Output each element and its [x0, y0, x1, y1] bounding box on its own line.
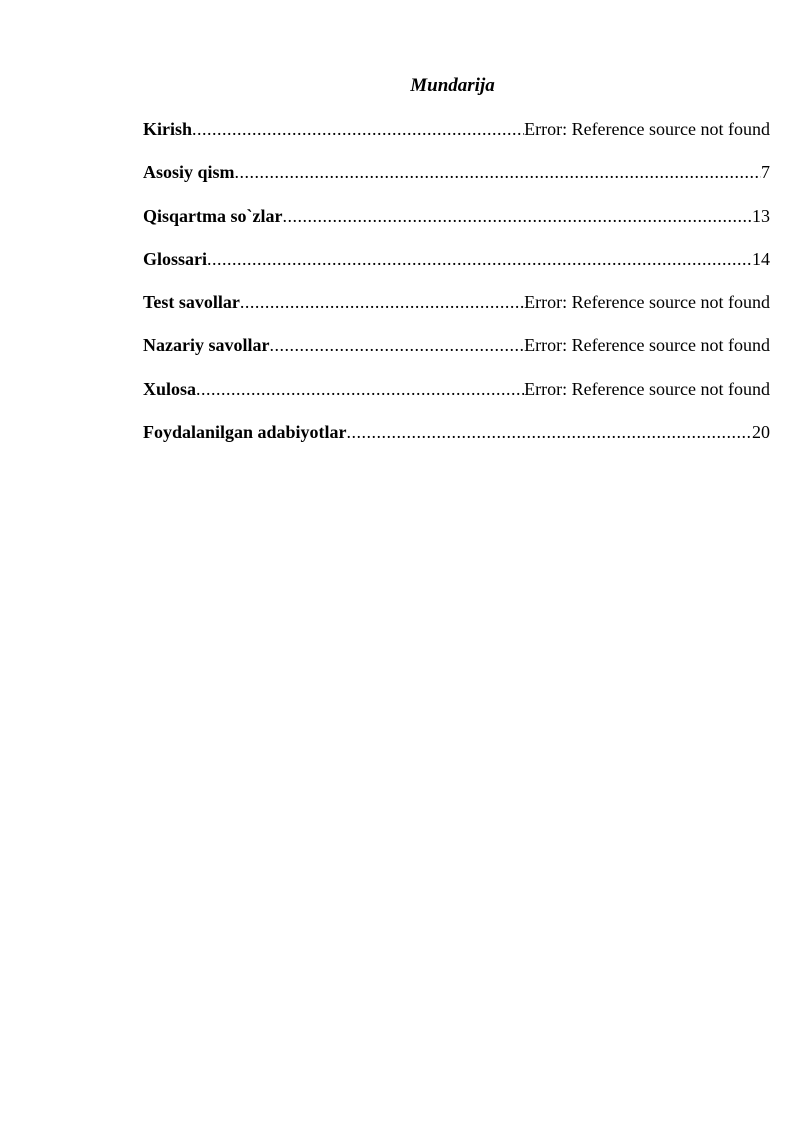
toc-entry-label: Nazariy savollar	[143, 335, 270, 356]
toc-entry-page: 7	[761, 162, 770, 183]
table-of-contents	[143, 117, 770, 463]
toc-entry-page: Error: Reference source not found	[524, 335, 770, 356]
toc-entry-asosiy-qism[interactable]	[143, 160, 770, 203]
toc-dot-leader	[240, 290, 524, 314]
toc-dot-leader	[235, 160, 761, 184]
toc-entry-page: 20	[752, 422, 770, 443]
toc-entry-label: Asosiy qism	[143, 162, 235, 183]
toc-entry-page: Error: Reference source not found	[524, 378, 770, 399]
toc-entry-nazariy-savollar[interactable]	[143, 333, 770, 376]
toc-dot-leader	[196, 377, 524, 401]
toc-title: Mundarija	[410, 75, 495, 96]
toc-entry-label: Xulosa	[143, 378, 197, 399]
toc-entry-label: Kirish	[143, 119, 193, 139]
toc-entry-foydalanilgan-adabiyotlar[interactable]	[143, 420, 770, 463]
toc-dot-leader	[192, 117, 524, 141]
toc-entry-page: Error: Reference source not found	[524, 119, 770, 139]
toc-entry-label: Glossari	[143, 248, 208, 269]
toc-entry-test-savollar[interactable]	[143, 290, 770, 333]
toc-dot-leader	[347, 420, 752, 444]
toc-entry-qisqartma-sozlar[interactable]	[143, 204, 770, 247]
toc-dot-leader	[269, 333, 524, 357]
toc-dot-leader	[207, 247, 752, 271]
toc-entry-kirish[interactable]	[143, 117, 770, 160]
toc-entry-xulosa[interactable]	[143, 377, 770, 420]
toc-entry-label: Test savollar	[143, 292, 240, 313]
toc-entry-label: Foydalanilgan adabiyotlar	[143, 422, 347, 443]
toc-entry-page: 14	[752, 248, 770, 269]
toc-dot-leader	[282, 204, 752, 228]
toc-entry-label: Qisqartma so`zlar	[143, 205, 283, 226]
toc-entry-glossari[interactable]	[143, 247, 770, 290]
toc-entry-page: Error: Reference source not found	[524, 292, 770, 313]
toc-entry-page: 13	[752, 205, 770, 226]
